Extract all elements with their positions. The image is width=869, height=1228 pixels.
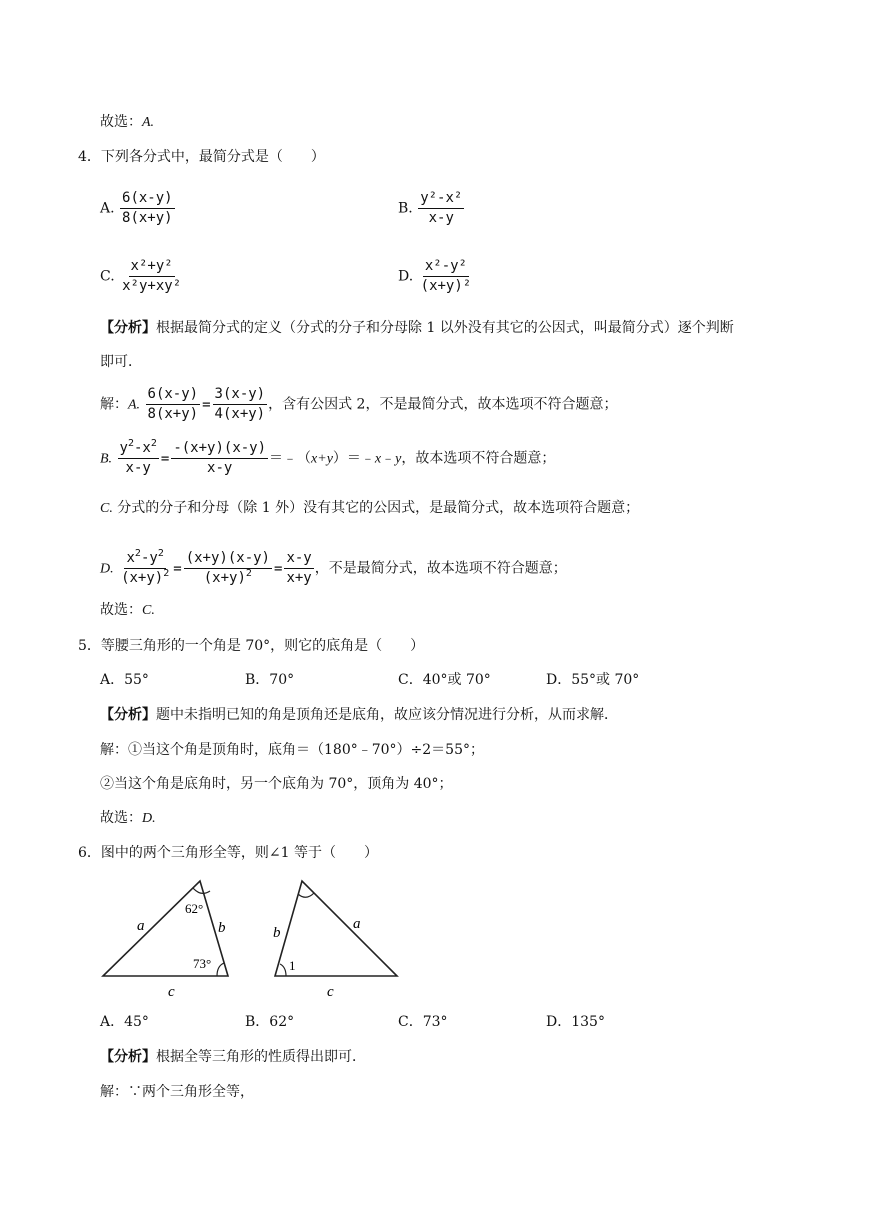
q6-option-d: D．135° bbox=[546, 1014, 605, 1030]
left-angle-bottom-label: 73° bbox=[193, 956, 212, 971]
q4-option-b: B. $\frac{\text{y²-x²}}{x-y}$ bbox=[398, 190, 463, 226]
right-side-c-label: c bbox=[327, 984, 334, 1000]
q5-option-a: A．55° bbox=[100, 672, 149, 688]
fraction: $\frac{x-y}{x+y}$ bbox=[286, 550, 312, 586]
q4-solution-a: 解：A. $\frac{6(x-y)}{8(x+y)}$ = $\frac{3(x-y)}{4(x+y)}$ ，含有公因式 2，不是最简分式，故本选项不符合题意； bbox=[100, 386, 618, 422]
right-side-a-label: a bbox=[353, 916, 361, 932]
right-triangle-top-angle-arc bbox=[298, 893, 314, 897]
fraction: $\frac{(x+y)(x-y)}{(x+y)^2}$ bbox=[185, 550, 270, 586]
right-side-b-label: b bbox=[273, 925, 281, 941]
q4-stem: 4．下列各分式中，最简分式是（ ） bbox=[78, 149, 325, 165]
fraction: $\frac{\text{y²-x²}}{x-y}$ bbox=[420, 190, 463, 226]
left-angle-top-label: 62° bbox=[185, 901, 204, 916]
q6-analysis: 【分析】根据全等三角形的性质得出即可． bbox=[100, 1049, 366, 1065]
q4-option-a: A. $\frac{6(x-y)}{8(x+y)}$ bbox=[100, 190, 173, 226]
q5-solution-1: 解：①当这个角是顶角时，底角＝（180°﹣70°）÷2＝55°； bbox=[100, 742, 484, 758]
q5-solution-2: ②当这个角是底角时，另一个底角为 70°，顶角为 40°； bbox=[100, 776, 453, 792]
q5-option-d: D．55°或 70° bbox=[546, 672, 640, 688]
fraction: $\frac{\text{x²-y²}}{\text{(x+y)²}}$ bbox=[420, 258, 472, 294]
q5-analysis: 【分析】题中未指明已知的角是顶角还是底角，故应该分情况进行分析，从而求解． bbox=[100, 707, 618, 723]
fraction: $\frac{6(x-y)}{8(x+y)}$ bbox=[122, 190, 173, 226]
left-side-a-label: a bbox=[137, 918, 145, 934]
right-angle-1-label: 1 bbox=[289, 958, 296, 973]
q3-answer: 故选：A. bbox=[100, 114, 155, 130]
q4-option-c: C. $\frac{\text{x²+y²}}{\text{x²y+xy²}}$ bbox=[100, 258, 182, 294]
q5-option-b: B．70° bbox=[245, 672, 295, 688]
q4-solution-c: C. 分式的分子和分母（除 1 外）没有其它的公因式，是最简分式，故本选项符合题意； bbox=[100, 500, 640, 516]
left-triangle-bottom-angle-arc bbox=[217, 963, 224, 976]
fraction: $\frac{6(x-y)}{8(x+y)}$ bbox=[147, 386, 199, 422]
q4-analysis-cont: 即可． bbox=[100, 354, 142, 370]
q6-solution-1: 解：∵两个三角形全等， bbox=[100, 1084, 254, 1100]
q5-option-c: C．40°或 70° bbox=[398, 672, 491, 688]
q6-option-a: A．45° bbox=[100, 1014, 149, 1030]
fraction: $\frac{x^2-y^2}{(x+y)^2}$ bbox=[121, 548, 170, 586]
q4-solution-b: B. $\frac{y^2-x^2}{x-y}$ = $\frac{-(x+y)(x-y)}{x-y}$ ＝﹣（x+y）＝﹣x﹣y，故本选项不符合题意； bbox=[100, 438, 556, 476]
fraction: $\frac{-(x+y)(x-y)}{x-y}$ bbox=[173, 440, 267, 476]
q6-option-b: B．62° bbox=[245, 1014, 295, 1030]
q4-solution-d: D. $\frac{x^2-y^2}{(x+y)^2}$ = $\frac{(x+y)(x-y)}{(x+y)^2}$ = $\frac{x-y}{x+y}$ ，不是最简分式，故本选项不符合题意； bbox=[100, 548, 567, 586]
q5-stem: 5．等腰三角形的一个角是 70°，则它的底角是（ ） bbox=[78, 638, 425, 654]
q4-option-d: D. $\frac{\text{x²-y²}}{\text{(x+y)²}}$ bbox=[398, 258, 472, 294]
left-side-b-label: b bbox=[218, 920, 226, 936]
right-triangle-angle-1-arc bbox=[280, 964, 286, 976]
q6-triangles-figure bbox=[95, 875, 415, 1000]
fraction: $\frac{\text{x²+y²}}{\text{x²y+xy²}}$ bbox=[122, 258, 182, 294]
q6-stem: 6．图中的两个三角形全等，则∠1 等于（ ） bbox=[78, 845, 378, 861]
fraction: $\frac{3(x-y)}{4(x+y)}$ bbox=[214, 386, 266, 422]
q5-answer: 故选：D. bbox=[100, 810, 156, 826]
q4-answer: 故选：C. bbox=[100, 602, 155, 618]
q6-option-c: C．73° bbox=[398, 1014, 448, 1030]
left-side-c-label: c bbox=[168, 984, 175, 1000]
fraction: $\frac{y^2-x^2}{x-y}$ bbox=[119, 438, 157, 476]
q4-analysis: 【分析】根据最简分式的定义（分式的分子和分母除 1 以外没有其它的公因式，叫最简分式）逐个判断 bbox=[100, 320, 734, 336]
